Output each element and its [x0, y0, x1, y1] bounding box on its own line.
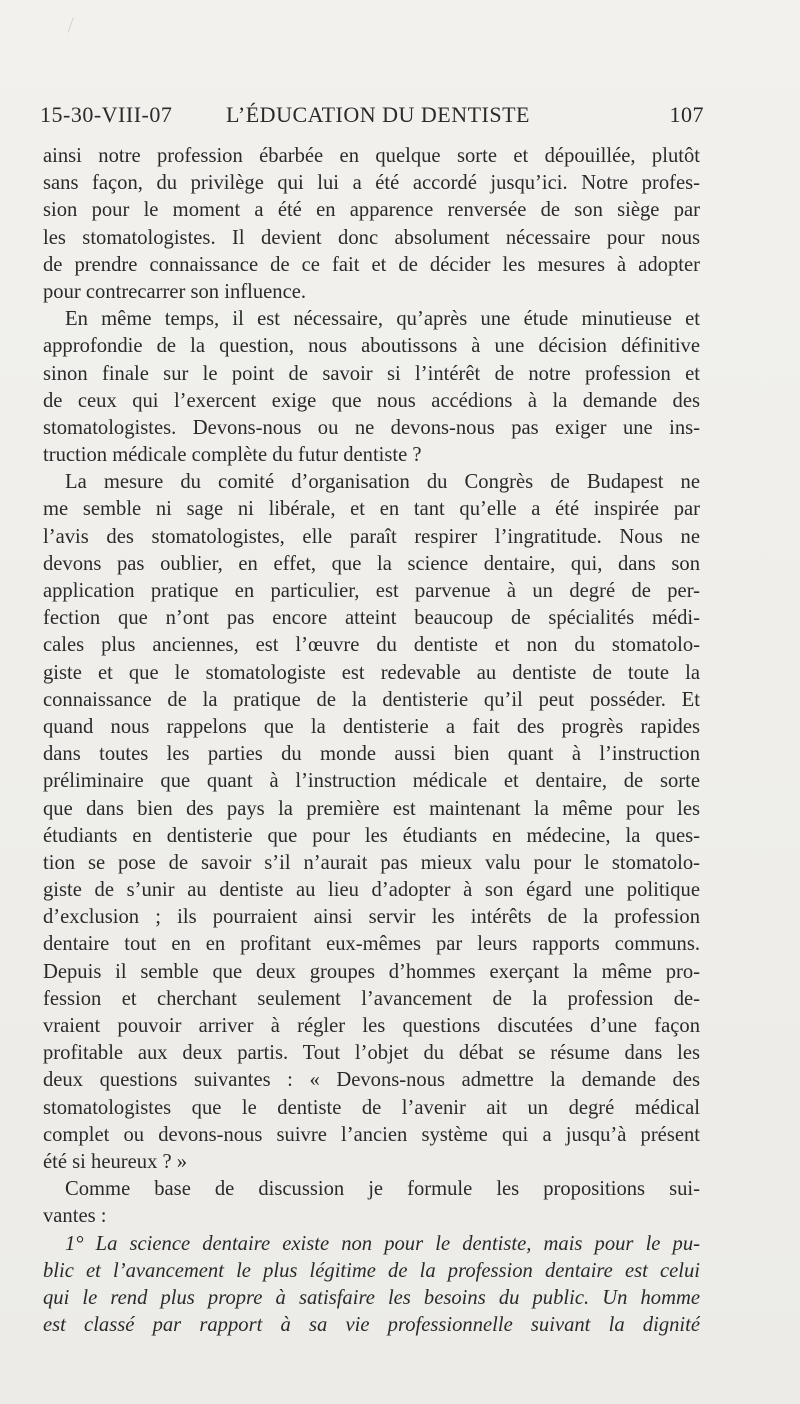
text-line: sans façon, du privilège qui lui a été accordé jusqu’ici. Notre profes- — [43, 172, 700, 195]
text-line: complet ou devons-nous suivre l’ancien système qui a jusqu’à présent — [43, 1123, 700, 1146]
text-line: dans toutes les parties du monde aussi bien quant à l’instruction — [43, 743, 700, 766]
page-mark — [67, 17, 79, 34]
text-line: ainsi notre profession ébarbée en quelque sorte et dépouillée, plutôt — [43, 145, 700, 167]
text-line: est classé par rapport à sa vie professionnelle suivant la dignité — [43, 1314, 700, 1337]
running-title: L’ÉDUCATION DU DENTISTE — [226, 102, 530, 127]
text-line: approfondie de la question, nous aboutissons à une décision définitive — [43, 335, 700, 358]
text-line: dentaire tout en en profitant eux-mêmes par leurs rapports communs. — [43, 933, 700, 956]
text-line: quand nous rappelons que la dentisterie a fait des progrès rapides — [43, 715, 700, 738]
text-line: préliminaire que quant à l’instruction médicale et dentaire, de sorte — [43, 770, 700, 793]
text-line: été si heureux ? » — [43, 1150, 188, 1173]
text-line: stomatologistes. Devons-nous ou ne devons-nous pas exiger une ins- — [43, 416, 700, 439]
text-line: connaissance de la pratique de la dentisterie qu’il peut posséder. Et — [43, 688, 700, 711]
text-line: sion pour le moment a été en apparence renversée de son siège par — [43, 199, 700, 222]
text-line: de ceux qui l’exercent exige que nous accédions à la demande des — [43, 389, 700, 412]
text-line: tion se pose de savoir s’il n’aurait pas mieux valu pour le stomatolo- — [43, 851, 700, 874]
issue-reference: 15-30-VIII-07 — [40, 102, 173, 127]
text-line: fession et cherchant seulement l’avancement de la profession de- — [43, 987, 700, 1010]
text-line: pour contrecarrer son influence. — [43, 280, 307, 303]
text-line: d’exclusion ; ils pourraient ainsi servir les intérêts de la profession — [43, 906, 700, 929]
text-line: Depuis il semble que deux groupes d’hommes exerçant la même pro- — [43, 960, 700, 983]
text-line: Comme base de discussion je formule les propositions sui- — [65, 1178, 700, 1201]
page-number: 107 — [669, 102, 704, 127]
text-line: deux questions suivantes : « Devons-nous admettre la demande des — [43, 1069, 700, 1092]
text-line: les stomatologistes. Il devient donc absolument nécessaire pour nous — [43, 226, 700, 249]
text-line: sinon finale sur le point de savoir si l’intérêt de notre profession et — [43, 362, 700, 385]
text-line: giste de s’unir au dentiste au lieu d’adopter à son égard une politique — [43, 879, 700, 902]
text-line: application pratique en particulier, est parvenue à un degré de per- — [43, 580, 700, 602]
text-line: stomatologistes que le dentiste de l’avenir ait un degré médical — [43, 1096, 700, 1119]
text-line: blic et l’avancement le plus légitime de la profession dentaire est celui — [43, 1259, 700, 1282]
text-line: devons pas oublier, en effet, que la science dentaire, qui, dans son — [43, 552, 700, 575]
running-header — [40, 102, 704, 132]
text-line: giste et que le stomatologiste est redevable au dentiste de toute la — [43, 661, 700, 684]
text-line: qui le rend plus propre à satisfaire les besoins du public. Un homme — [43, 1286, 700, 1309]
text-line: La mesure du comité d’organisation du Congrès de Budapest ne — [65, 471, 700, 494]
text-line: 1° La science dentaire existe non pour le dentiste, mais pour le pu- — [65, 1232, 700, 1255]
text-line: En même temps, il est nécessaire, qu’après une étude minutieuse et — [65, 308, 700, 331]
text-line: que dans bien des pays la première est maintenant la même pour les — [43, 797, 700, 820]
text-line: vraient pouvoir arriver à régler les questions discutées d’une façon — [43, 1015, 700, 1037]
text-line: me semble ni sage ni libérale, et en tant qu’elle a été inspirée par — [43, 498, 700, 521]
text-line: truction médicale complète du futur dentiste ? — [43, 444, 422, 467]
text-line: de prendre connaissance de ce fait et de décider les mesures à adopter — [43, 253, 700, 276]
text-line: étudiants en dentisterie que pour les étudiants en médecine, la ques- — [43, 824, 700, 847]
text-line: vantes : — [43, 1205, 107, 1228]
body-text — [43, 143, 700, 1339]
text-line: fection que n’ont pas encore atteint beaucoup de spécialités médi- — [43, 607, 700, 630]
text-line: profitable aux deux partis. Tout l’objet du débat se résume dans les — [43, 1042, 700, 1065]
text-line: cales plus anciennes, est l’œuvre du dentiste et non du stomatolo- — [43, 634, 700, 657]
text-line: l’avis des stomatologistes, elle paraît respirer l’ingratitude. Nous ne — [43, 525, 700, 548]
